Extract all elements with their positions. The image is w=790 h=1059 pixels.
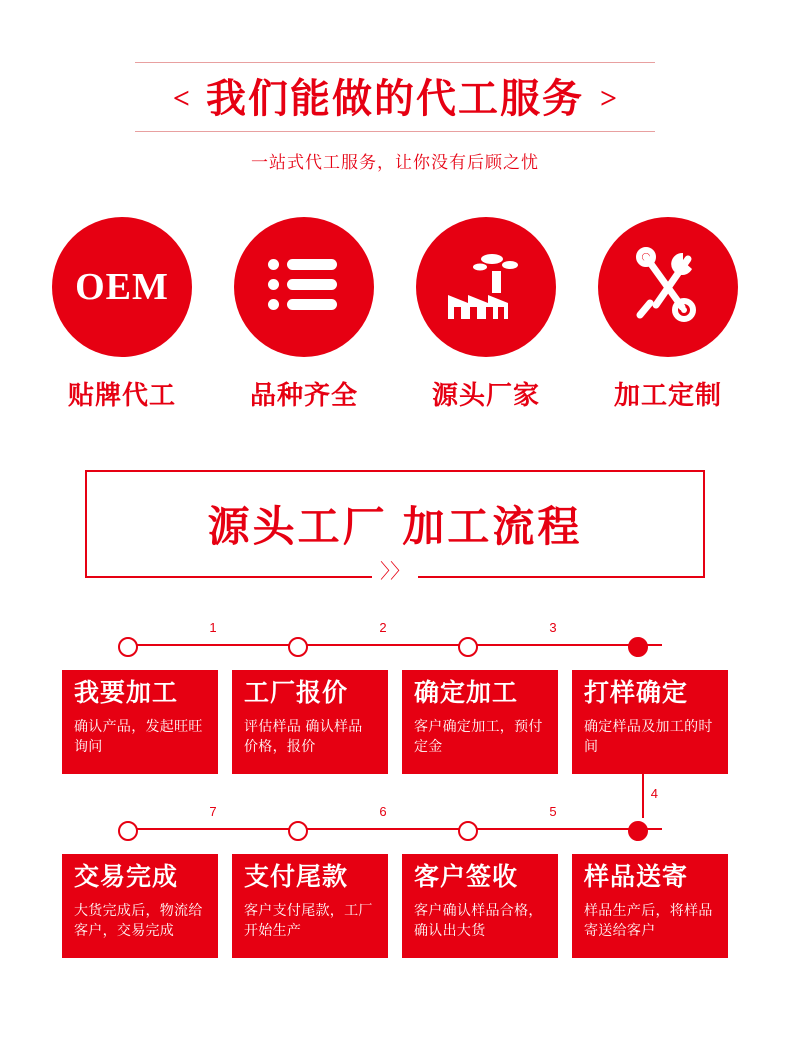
oem-text-icon: OEM	[75, 266, 169, 308]
feature-circle-factory	[416, 217, 556, 357]
flow-card-title-6: 支付尾款	[244, 863, 349, 891]
feature-label-variety: 品种齐全	[249, 380, 358, 410]
flow-node-4b	[628, 821, 648, 841]
page-title: 我们能做的代工服务	[206, 77, 584, 121]
flow-connector	[0, 774, 790, 818]
flow-node-1	[118, 637, 138, 657]
flow-step-number-3: 3	[549, 620, 557, 635]
flow-card-desc-4b: 样品生产后，将样品寄送给客户	[584, 901, 713, 938]
feature-item-factory	[416, 217, 556, 412]
flow-card-7	[62, 854, 218, 958]
flow-node-7	[118, 821, 138, 841]
factory-icon	[440, 251, 532, 323]
flow-card-desc-1: 确认产品，发起旺旺询问	[74, 717, 203, 754]
flow-card-desc-4: 确定样品及加工的时间	[584, 717, 713, 754]
header-top-rule	[135, 62, 655, 63]
feature-label-custom: 加工定制	[613, 380, 722, 410]
flow-track-line-row2	[128, 828, 662, 830]
flow-card-5	[402, 854, 558, 958]
flow-card-title-7: 交易完成	[74, 863, 179, 891]
flow-node-4	[628, 637, 648, 657]
flow-connector-line	[642, 774, 644, 818]
chevron-down-icon: 〉〉	[372, 562, 418, 582]
flow-card-3	[402, 670, 558, 774]
list-icon	[268, 259, 340, 315]
flow-node-6	[288, 821, 308, 841]
process-flow	[0, 620, 790, 958]
flow-step-number-7: 7	[209, 804, 217, 819]
flow-card-desc-3: 客户确定加工，预付定金	[414, 717, 543, 754]
process-title: 源头工厂 加工流程	[207, 503, 583, 550]
flow-track-row2	[62, 804, 728, 840]
flow-track-row1	[62, 620, 728, 656]
header-title-row	[0, 77, 790, 121]
feature-label-oem: 贴牌代工	[67, 380, 176, 410]
tools-icon	[626, 247, 710, 327]
flow-card-4	[572, 670, 728, 774]
page-subtitle: 一站式代工服务，让你没有后顾之忧	[251, 153, 539, 172]
flow-card-title-1: 我要加工	[74, 679, 179, 707]
flow-card-title-5: 客户签收	[414, 863, 519, 891]
flow-card-1	[62, 670, 218, 774]
left-angle-bracket-icon: <	[172, 82, 190, 115]
feature-circle-oem	[52, 217, 192, 357]
feature-item-variety	[234, 217, 374, 412]
flow-node-3	[458, 637, 478, 657]
flow-card-title-3: 确定加工	[414, 679, 519, 707]
process-title-box	[85, 470, 705, 583]
feature-item-custom	[598, 217, 738, 412]
flow-cards-row2	[0, 854, 790, 958]
flow-track-line-row1	[128, 644, 662, 646]
flow-step-number-2: 2	[379, 620, 387, 635]
flow-node-5	[458, 821, 478, 841]
flow-card-title-4b: 样品送寄	[584, 863, 689, 891]
flow-node-2	[288, 637, 308, 657]
feature-circle-custom	[598, 217, 738, 357]
flow-cards-row1	[0, 670, 790, 774]
flow-card-6	[232, 854, 388, 958]
flow-card-4b	[572, 854, 728, 958]
page-header	[0, 0, 790, 173]
flow-card-desc-2: 评估样品 确认样品价格，报价	[244, 717, 363, 754]
feature-item-oem	[52, 217, 192, 412]
flow-card-desc-5: 客户确认样品合格，确认出大货	[414, 901, 543, 938]
flow-step-number-5: 5	[549, 804, 557, 819]
flow-card-title-4: 打样确定	[584, 679, 689, 707]
right-angle-bracket-icon: >	[600, 82, 618, 115]
feature-list	[0, 217, 790, 412]
feature-label-factory: 源头厂家	[431, 380, 540, 410]
flow-card-title-2: 工厂报价	[244, 679, 349, 707]
flow-step-number-6: 6	[379, 804, 387, 819]
flow-step-number-1: 1	[209, 620, 217, 635]
feature-circle-variety	[234, 217, 374, 357]
flow-card-desc-6: 客户支付尾款，工厂开始生产	[244, 901, 373, 938]
flow-card-desc-7: 大货完成后，物流给客户，交易完成	[74, 901, 203, 938]
header-bottom-rule	[135, 131, 655, 132]
flow-step-number-4: 4	[650, 786, 658, 801]
flow-card-2	[232, 670, 388, 774]
